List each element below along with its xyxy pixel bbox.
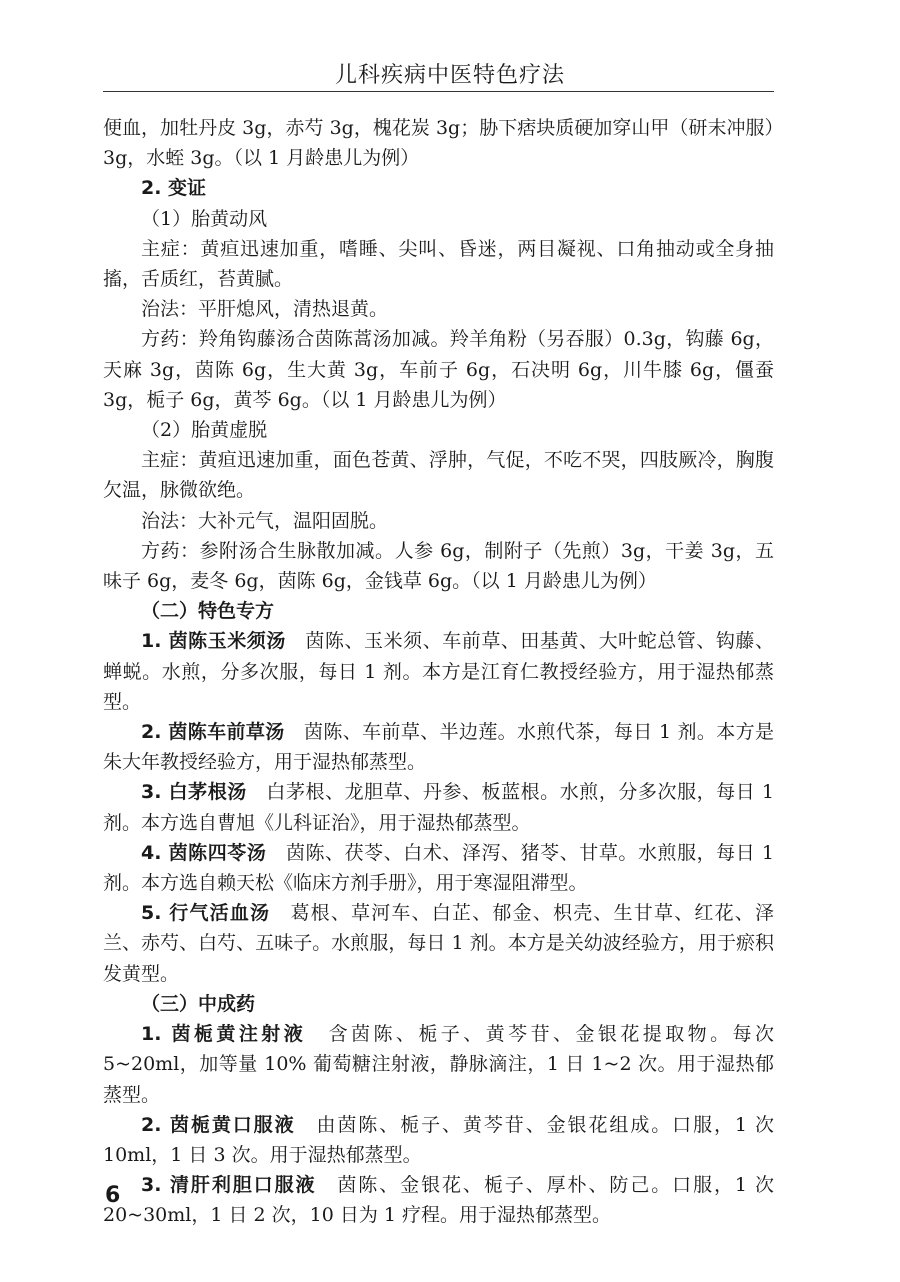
formula-title: 1. 茵陈玉米须汤	[141, 630, 286, 653]
formula-text: 葛根、草河车、白芷、郁金、枳壳、生甘草、红花、泽兰、赤芍、白芍、五味子。水煎服，每日 1 剂。本方是关幼波经验方，用于瘀积发黄型。	[103, 902, 774, 985]
formula-item	[103, 626, 774, 717]
formula-text: 茵陈、车前草、半边莲。水煎代茶，每日 1 剂。本方是朱大年教授经验方，用于湿热郁蒸型。	[103, 721, 775, 774]
medicine-title: 1. 茵栀黄注射液	[141, 1023, 307, 1046]
formula-text: 茵陈、玉米须、车前草、田基黄、大叶蛇总管、钩藤、蝉蜕。水煎，分多次服，每日 1 剂。本方是江育仁教授经验方，用于湿热郁蒸型。	[103, 630, 774, 713]
section-heading: （三）中成药	[141, 992, 256, 1015]
header-divider	[103, 91, 774, 92]
formula-item	[103, 898, 774, 989]
formula-item	[103, 838, 774, 898]
medicine-item	[103, 1019, 774, 1110]
formula-title: 2. 茵陈车前草汤	[141, 721, 285, 744]
formula-text: 白茅根、龙胆草、丹参、板蓝根。水煎，分多次服，每日 1 剂。本方选自曹旭《儿科证治》，用于湿热郁蒸型。	[103, 781, 774, 834]
formula-text: 茵陈、茯苓、白术、泽泻、猪苓、甘草。水煎服，每日 1 剂。本方选自赖天松《临床方剂手册》，用于寒湿阻滞型。	[103, 841, 774, 895]
formula-title: 5. 行气活血汤	[141, 902, 271, 925]
medicine-title: 3. 清肝利胆口服液	[141, 1174, 317, 1197]
paragraph: 便血，加牡丹皮 3g，赤芍 3g，槐花炭 3g；胁下痞块质硬加穿山甲（研末冲服）3g，水蛭 3g。（以 1 月龄患儿为例）	[103, 117, 774, 170]
medicine-text: 茵陈、金银花、栀子、厚朴、防己。口服，1 次 20~30ml，1 日 2 次，10 日为 1 疗程。用于湿热郁蒸型。	[103, 1174, 774, 1227]
paragraph: 主症：黄疸迅速加重，嗜睡、尖叫、昏迷，两目凝视、口角抽动或全身抽搐，舌质红，苔黄腻。	[103, 237, 774, 291]
medicine-title: 2. 茵栀黄口服液	[141, 1113, 296, 1136]
section-heading: （二）特色专方	[141, 600, 275, 623]
medicine-item	[103, 1170, 774, 1230]
section-heading: 2. 变证	[141, 177, 207, 200]
medicine-text: 由茵陈、栀子、黄芩苷、金银花组成。口服，1 次 10ml，1 日 3 次。用于湿热郁蒸型。	[103, 1113, 774, 1166]
paragraph: 方药：参附汤合生脉散加减。人参 6g，制附子（先煎）3g，干姜 3g，五味子 6g，麦冬 6g，茵陈 6g，金钱草 6g。（以 1 月龄患儿为例）	[103, 539, 774, 593]
paragraph: 方药：羚角钩藤汤合茵陈蒿汤加减。羚羊角粉（另吞服）0.3g，钩藤 6g，天麻 3g，茵陈 6g，生大黄 3g，车前子 6g，石决明 6g，川牛膝 6g，僵蚕 3g，栀子 6g，黄芩 6g。（以 1 月龄患儿为例）	[103, 328, 774, 411]
body-text	[103, 113, 774, 1231]
formula-title: 4. 茵陈四苓汤	[141, 841, 267, 864]
formula-item	[103, 717, 774, 777]
paragraph: 主症：黄疸迅速加重，面色苍黄、浮肿，气促，不吃不哭，四肢厥冷，胸腹欠温，脉微欲绝。	[103, 449, 774, 502]
medicine-item	[103, 1110, 774, 1170]
paragraph: 治法：大补元气，温阳固脱。	[141, 509, 389, 532]
medicine-text: 含茵陈、栀子、黄芩苷、金银花提取物。每次 5~20ml，加等量 10% 葡萄糖注射液，静脉滴注，1 日 1~2 次。用于湿热郁蒸型。	[103, 1023, 774, 1106]
subsection-heading: （1）胎黄动风	[141, 207, 268, 230]
running-header-title: 儿科疾病中医特色疗法	[334, 63, 565, 88]
formula-title: 3. 白茅根汤	[141, 781, 247, 804]
formula-item	[103, 777, 774, 837]
paragraph: 治法：平肝熄风，清热退黄。	[141, 298, 389, 321]
page-number: 6	[105, 1183, 121, 1208]
subsection-heading: （2）胎黄虚脱	[141, 419, 268, 442]
